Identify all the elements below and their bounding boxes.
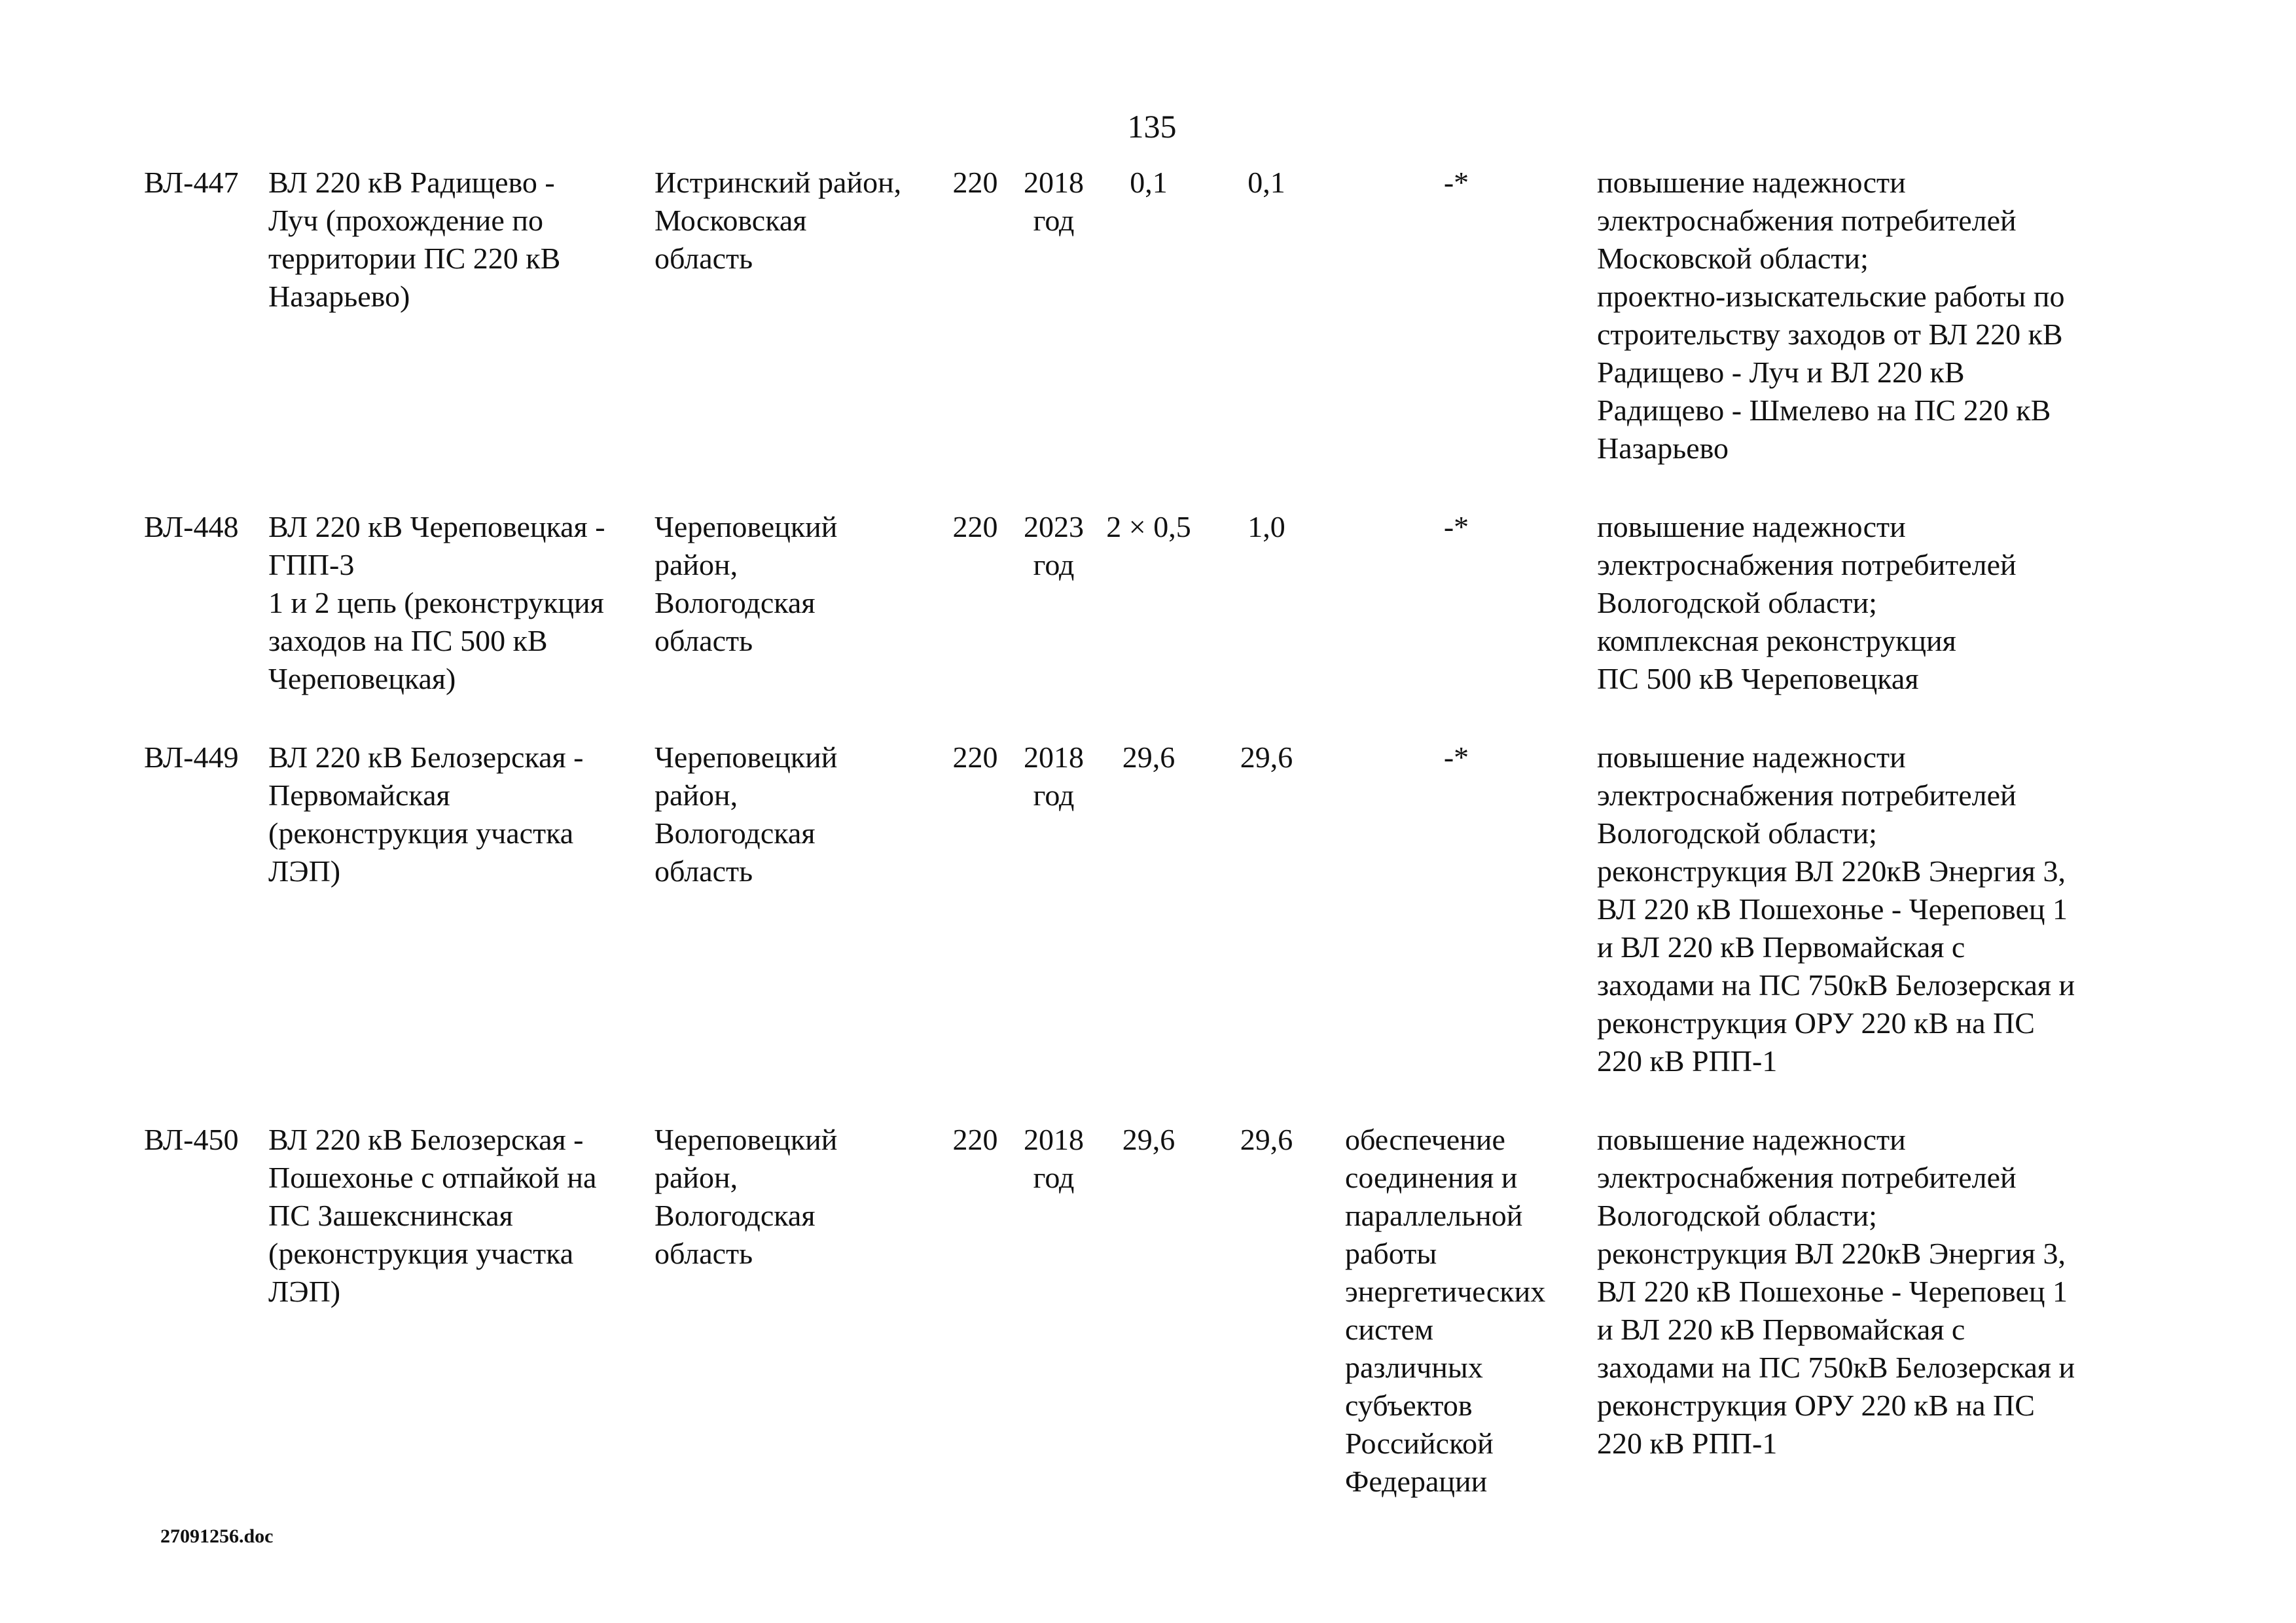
line-year: 2018 год: [1024, 166, 1084, 237]
line-purpose: -*: [1443, 510, 1469, 543]
line-length: 29,6: [1122, 1123, 1175, 1156]
line-code: ВЛ-448: [144, 510, 239, 543]
line-voltage: 220: [952, 1123, 998, 1156]
line-region: Череповецкий район, Вологодская область: [655, 1123, 838, 1270]
line-code: ВЛ-449: [144, 740, 239, 774]
page-number: 135: [1127, 108, 1177, 145]
line-length: 0,1: [1130, 166, 1168, 199]
line-purpose: -*: [1443, 740, 1469, 774]
line-code: ВЛ-447: [144, 166, 239, 199]
line-notes: повышение надежности электроснабжения потребителей Вологодской области; реконструкция ВЛ 220кВ Энергия 3, ВЛ 220 кВ Пошехонье - Череповец 1 и ВЛ 220 кВ Первомайская с заходами на ПС 750кВ Белозерская и реконструкция ОРУ 220 кВ на ПС 220 кВ РПП-1: [1597, 740, 2075, 1078]
table-row: [144, 1121, 2173, 1541]
table-row: [144, 164, 2173, 508]
line-length: 2 × 0,5: [1106, 510, 1191, 543]
line-voltage: 220: [952, 510, 998, 543]
line-year: 2018 год: [1024, 1123, 1084, 1194]
line-voltage: 220: [952, 740, 998, 774]
line-notes: повышение надежности электроснабжения потребителей Московской области; проектно-изыскательские работы по строительству заходов от ВЛ 220 кВ Радищево - Луч и ВЛ 220 кВ Радищево - Шмелево на ПС 220 кВ Назарьево: [1597, 166, 2065, 465]
document-filename: 27091256.doc: [160, 1525, 274, 1547]
line-purpose: обеспечение соединения и параллельной работы энергетических систем различных субъектов Российской Федерации: [1345, 1123, 1546, 1498]
line-region: Череповецкий район, Вологодская область: [655, 740, 838, 888]
line-length-total: 29,6: [1240, 1123, 1293, 1156]
line-region: Череповецкий район, Вологодская область: [655, 510, 838, 657]
line-year: 2018 год: [1024, 740, 1084, 812]
line-length: 29,6: [1122, 740, 1175, 774]
table-row: [144, 739, 2173, 1121]
line-length-total: 29,6: [1240, 740, 1293, 774]
line-region: Истринский район, Московская область: [655, 166, 902, 275]
line-notes: повышение надежности электроснабжения потребителей Вологодской области; комплексная реконструкция ПС 500 кВ Череповецкая: [1597, 510, 2017, 695]
line-name: ВЛ 220 кВ Белозерская - Первомайская (реконструкция участка ЛЭП): [268, 740, 584, 888]
line-length-total: 0,1: [1247, 166, 1285, 199]
line-code: ВЛ-450: [144, 1123, 239, 1156]
line-length-total: 1,0: [1247, 510, 1285, 543]
power-lines-table: [144, 164, 2173, 1541]
line-notes: повышение надежности электроснабжения потребителей Вологодской области; реконструкция ВЛ 220кВ Энергия 3, ВЛ 220 кВ Пошехонье - Череповец 1 и ВЛ 220 кВ Первомайская с заходами на ПС 750кВ Белозерская и реконструкция ОРУ 220 кВ на ПС 220 кВ РПП-1: [1597, 1123, 2075, 1460]
line-voltage: 220: [952, 166, 998, 199]
table-row: [144, 508, 2173, 739]
line-name: ВЛ 220 кВ Череповецкая - ГПП-3 1 и 2 цепь (реконструкция заходов на ПС 500 кВ Череповецкая): [268, 510, 605, 695]
line-name: ВЛ 220 кВ Белозерская - Пошехонье с отпайкой на ПС Зашекснинская (реконструкция участка ЛЭП): [268, 1123, 597, 1308]
line-purpose: -*: [1443, 166, 1469, 199]
line-name: ВЛ 220 кВ Радищево - Луч (прохождение по территории ПС 220 кВ Назарьево): [268, 166, 561, 313]
line-year: 2023 год: [1024, 510, 1084, 581]
